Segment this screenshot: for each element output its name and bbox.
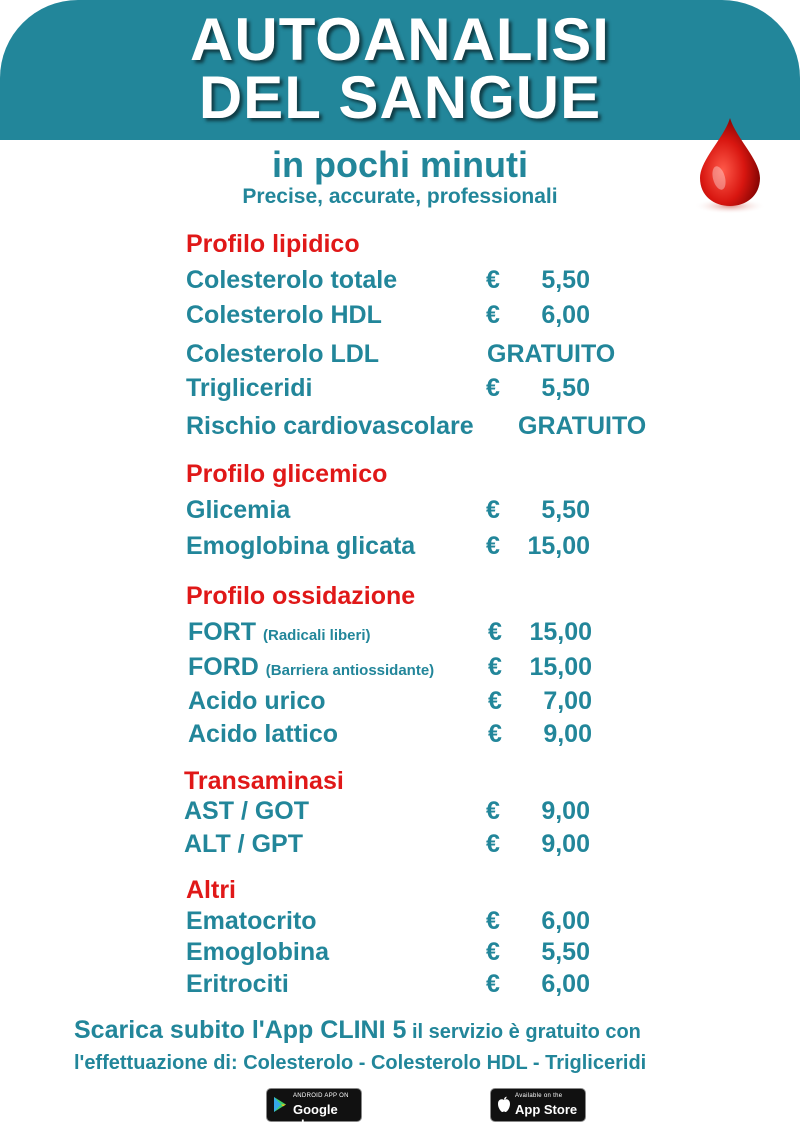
google-badge-label: Google play [293,1102,338,1132]
test-price: 9,00 [541,830,590,858]
blood-drop-icon [690,112,770,222]
test-name: FORD (Barriera antiossidante) [188,653,435,681]
test-price: 5,50 [541,496,590,524]
google-play-badge[interactable] [266,1088,362,1132]
currency-symbol: € [486,830,500,858]
currency-symbol: € [486,496,500,524]
test-name: Colesterolo LDL [186,340,380,368]
currency-symbol: € [486,970,500,998]
section-title-lipid: Profilo lipidico [186,230,360,258]
section-title-glycemic: Profilo glicemico [186,460,388,488]
title-line-2: DEL SANGUE [198,64,602,131]
section-title-oxidation: Profilo ossidazione [186,582,416,610]
test-price: 15,00 [529,618,592,646]
currency-symbol: € [488,618,502,646]
app-store-badge[interactable] [490,1088,586,1122]
apple-badge-caption: Available on the [515,1093,563,1099]
currency-symbol: € [486,797,500,825]
section-title-transaminases: Transaminasi [184,767,344,795]
test-name: FORT (Radicali liberi) [188,618,371,646]
currency-symbol: € [486,266,500,294]
test-name: Acido lattico [188,720,339,748]
test-name: Emoglobina glicata [186,532,416,560]
apple-icon [497,1096,511,1113]
section-title-other: Altri [186,876,236,904]
test-name: Acido urico [188,687,326,715]
test-price: 15,00 [527,532,590,560]
currency-symbol: € [488,653,502,681]
test-price: 9,00 [543,720,592,748]
google-badge-caption: ANDROID APP ON [293,1093,349,1099]
test-name: Colesterolo totale [186,266,398,294]
currency-symbol: € [488,720,502,748]
currency-symbol: € [486,374,500,402]
test-name: Emoglobina [186,938,330,966]
test-price: 5,50 [541,266,590,294]
test-name: AST / GOT [184,797,309,825]
app-promo-line: Scarica subito l'App CLINI 5 il servizio è gratuito con [74,1016,641,1044]
test-price: 9,00 [541,797,590,825]
currency-symbol: € [488,687,502,715]
test-name: Glicemia [186,496,291,524]
test-price: 6,00 [541,970,590,998]
currency-symbol: € [486,532,500,560]
test-name: ALT / GPT [184,830,303,858]
title-line-1: AUTOANALISI [190,6,610,73]
test-price-free: GRATUITO [487,340,616,368]
test-note: (Barriera antiossidante) [265,662,435,679]
app-promo-condition: l'effettuazione di: Colesterolo - Colesterolo HDL - Trigliceridi [74,1052,647,1074]
subtitle: in pochi minuti [272,144,528,185]
test-name: Eritrociti [186,970,289,998]
test-name: Rischio cardiovascolare [186,412,474,440]
tagline: Precise, accurate, professionali [242,185,558,208]
google-play-icon [273,1096,287,1113]
test-name: Trigliceridi [186,374,313,402]
currency-symbol: € [486,301,500,329]
test-price: 6,00 [541,301,590,329]
test-name: Ematocrito [186,907,317,935]
test-price: 6,00 [541,907,590,935]
test-price: 5,50 [541,374,590,402]
currency-symbol: € [486,938,500,966]
test-price: 7,00 [543,687,592,715]
currency-symbol: € [486,907,500,935]
apple-badge-label: App Store [515,1102,578,1117]
test-note: (Radicali liberi) [263,627,371,644]
test-name: Colesterolo HDL [186,301,382,329]
test-price: 15,00 [529,653,592,681]
test-price: 5,50 [541,938,590,966]
test-price-free: GRATUITO [518,412,647,440]
